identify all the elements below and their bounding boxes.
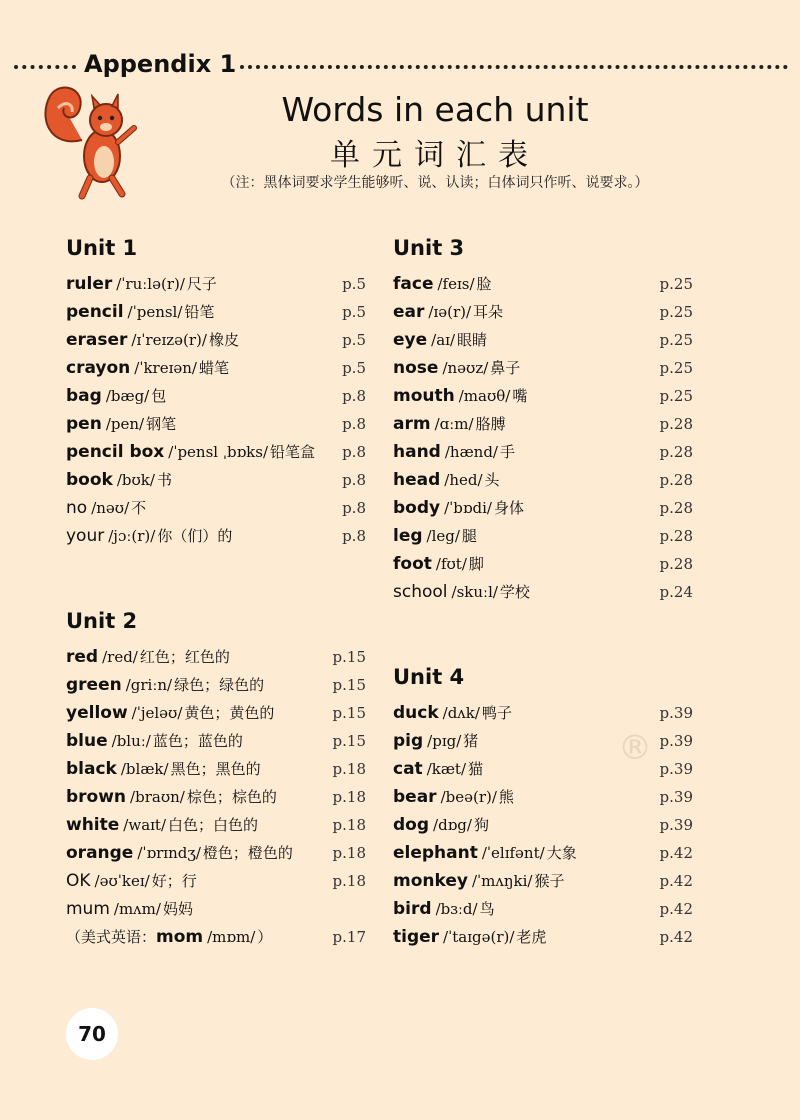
phonetic-transcription: /braʊn/ [130,788,185,806]
chinese-meaning: 包 [151,387,167,405]
page-number: 70 [66,1008,118,1060]
vocab-word: bear [393,787,437,807]
phonetic-transcription: /ˈruːlə(r)/ [116,275,185,293]
phonetic-transcription: /bʊk/ [116,471,155,489]
chinese-meaning: 老虎 [516,928,547,946]
page-reference: p.18 [332,844,366,862]
vocab-word: green [66,675,122,695]
american-word-page: p.17 [332,928,366,946]
chinese-meaning: 你（们）的 [157,527,233,545]
vocab-word: red [66,647,99,667]
page-reference: p.28 [659,471,693,489]
chinese-meaning: 猪 [463,732,479,750]
word-row [393,578,693,606]
unit-1-title: Unit 1 [66,236,138,260]
page-reference: p.25 [659,275,693,293]
word-row [66,895,366,923]
vocab-word: foot [393,554,432,574]
chinese-meaning: 铅笔 [184,303,215,321]
word-row [393,783,693,811]
page-reference: p.39 [659,788,693,806]
vocab-word: bag [66,386,102,406]
chinese-meaning: 蓝色；蓝色的 [152,732,243,750]
page-reference: p.24 [659,583,693,601]
american-note-close: ） [257,928,273,946]
phonetic-transcription: /pɪg/ [427,732,462,750]
word-row [66,522,366,550]
chinese-meaning: 红色；红色的 [139,648,230,666]
vocab-word: brown [66,787,127,807]
vocab-word: mum [66,899,110,919]
vocab-word: bird [393,899,432,919]
unit-4-word-list [393,699,693,951]
vocab-word: body [393,498,441,518]
page-reference: p.8 [342,415,366,433]
page-reference: p.15 [332,732,366,750]
word-row [66,755,366,783]
chinese-meaning: 胳膊 [475,415,506,433]
chinese-meaning: 腿 [461,527,477,545]
usage-note: （注：黑体词要求学生能够听、说、认读；白体词只作听、说要求。） [221,175,649,191]
word-row [66,643,366,671]
phonetic-transcription: /nəʊz/ [442,359,489,377]
chinese-meaning: 鸭子 [481,704,512,722]
vocab-word: yellow [66,703,128,723]
chinese-meaning: 不 [131,499,147,517]
phonetic-transcription: /bluː/ [111,732,151,750]
chinese-meaning: 眼睛 [457,331,488,349]
word-row [393,466,693,494]
unit-4-title: Unit 4 [393,665,465,689]
word-row [393,699,693,727]
word-row [66,354,366,382]
vocab-word: blue [66,731,108,751]
chinese-meaning: 鸟 [479,900,495,918]
phonetic-transcription: /red/ [102,648,138,666]
page-reference: p.8 [342,527,366,545]
vocab-word: leg [393,526,423,546]
vocab-word: face [393,274,434,294]
word-row [66,410,366,438]
word-row [66,839,366,867]
word-row [393,727,693,755]
chinese-meaning: 书 [156,471,172,489]
word-row [66,466,366,494]
vocab-word: white [66,815,120,835]
page-reference: p.28 [659,499,693,517]
word-row [393,494,693,522]
word-row [393,755,693,783]
vocab-word: duck [393,703,439,723]
vocab-word: crayon [66,358,131,378]
phonetic-transcription: /dʌk/ [442,704,480,722]
chinese-meaning: 猴子 [534,872,565,890]
page-title-chinese: 单元词汇表 [330,138,540,173]
page-title-english: Words in each unit [281,90,589,129]
american-word-ipa: /mɒm/ [207,928,256,946]
vocab-word: monkey [393,871,468,891]
page-reference: p.8 [342,499,366,517]
page-reference: p.5 [342,331,366,349]
phonetic-transcription: /pen/ [105,415,145,433]
chinese-meaning: 橙色；橙色的 [202,844,293,862]
page-reference: p.18 [332,788,366,806]
unit-3-title: Unit 3 [393,236,465,260]
page-reference: p.25 [659,303,693,321]
word-row [66,867,366,895]
word-row [66,382,366,410]
page-reference: p.8 [342,387,366,405]
vocab-word: head [393,470,441,490]
word-row [393,867,693,895]
word-row [393,839,693,867]
chinese-meaning: 大象 [546,844,577,862]
chinese-meaning: 脸 [476,275,492,293]
chinese-meaning: 猫 [468,760,484,778]
chinese-meaning: 黄色；黄色的 [184,704,275,722]
word-row [66,270,366,298]
chinese-meaning: 钢笔 [146,415,177,433]
phonetic-transcription: /nəʊ/ [91,499,130,517]
word-row [66,326,366,354]
page-reference: p.15 [332,704,366,722]
american-english-label: （美式英语： [66,928,157,946]
phonetic-transcription: /leg/ [426,527,460,545]
phonetic-transcription: /dɒg/ [433,816,472,834]
page-reference: p.42 [659,844,693,862]
word-row [393,354,693,382]
appendix-label: Appendix 1 [84,50,237,78]
vocab-word: elephant [393,843,478,863]
chinese-meaning: 耳朵 [473,303,504,321]
vocab-word: pencil [66,302,124,322]
page-reference: p.39 [659,816,693,834]
word-row [393,270,693,298]
phonetic-transcription: /beə(r)/ [440,788,497,806]
chinese-meaning: 狗 [473,816,489,834]
word-row [393,298,693,326]
phonetic-transcription: /waɪt/ [123,816,167,834]
vocab-word: school [393,582,448,602]
vocab-word: no [66,498,88,518]
page-reference: p.15 [332,676,366,694]
word-row [393,923,693,951]
chinese-meaning: 黑色；黑色的 [170,760,261,778]
dotted-rule-right [240,65,788,69]
vocab-word: OK [66,871,91,891]
phonetic-transcription: /ɪə(r)/ [428,303,472,321]
chinese-meaning: 棕色；棕色的 [186,788,277,806]
vocab-word: tiger [393,927,440,947]
phonetic-transcription: /jɔː(r)/ [108,527,156,545]
phonetic-transcription: /ˈkreɪən/ [134,359,197,377]
chinese-meaning: 妈妈 [162,900,193,918]
word-row [393,382,693,410]
phonetic-transcription: /fʊt/ [435,555,467,573]
word-row [66,438,366,466]
phonetic-transcription: /feɪs/ [437,275,475,293]
phonetic-transcription: /maʊθ/ [458,387,511,405]
vocab-word: eraser [66,330,128,350]
phonetic-transcription: /ˈpensl ˌbɒks/ [168,443,269,461]
unit-2-american-note [66,923,366,951]
chinese-meaning: 嘴 [512,387,528,405]
chinese-meaning: 蜡笔 [198,359,229,377]
registered-watermark: ® [618,728,652,768]
word-row [393,438,693,466]
vocab-word: orange [66,843,134,863]
word-row [66,671,366,699]
page-reference: p.28 [659,555,693,573]
word-row [66,783,366,811]
phonetic-transcription: /ˈmʌŋki/ [471,872,533,890]
chinese-meaning: 绿色；绿色的 [174,676,265,694]
word-row [393,522,693,550]
phonetic-transcription: /ˈelɪfənt/ [481,844,545,862]
american-word: mom [156,927,204,947]
phonetic-transcription: /ˈpensl/ [127,303,183,321]
vocab-word: eye [393,330,428,350]
vocab-word: mouth [393,386,455,406]
word-row [393,410,693,438]
phonetic-transcription: /ˈtaɪgə(r)/ [443,928,515,946]
vocab-word: pig [393,731,424,751]
vocab-word: book [66,470,113,490]
page-reference: p.39 [659,732,693,750]
page-reference: p.25 [659,387,693,405]
phonetic-transcription: /blæk/ [120,760,169,778]
phonetic-transcription: /mʌm/ [113,900,161,918]
page-reference: p.25 [659,331,693,349]
page-reference: p.8 [342,471,366,489]
chinese-meaning: 脚 [468,555,484,573]
phonetic-transcription: /aɪ/ [431,331,456,349]
page-reference: p.5 [342,359,366,377]
chinese-meaning: 身体 [493,499,524,517]
word-row [66,727,366,755]
phonetic-transcription: /ɑːm/ [434,415,474,433]
chinese-meaning: 鼻子 [490,359,521,377]
word-row [66,298,366,326]
word-row [393,326,693,354]
page-reference: p.5 [342,275,366,293]
vocab-word: ruler [66,274,113,294]
page-reference: p.39 [659,704,693,722]
vocab-word: nose [393,358,439,378]
dotted-rule-left [14,65,76,69]
phonetic-transcription: /skuːl/ [451,583,498,601]
vocab-word: dog [393,815,430,835]
chinese-meaning: 熊 [498,788,514,806]
phonetic-transcription: /bɜːd/ [435,900,478,918]
word-row [66,811,366,839]
chinese-meaning: 学校 [499,583,530,601]
phonetic-transcription: /ˈɒrɪndʒ/ [137,844,201,862]
page-reference: p.28 [659,443,693,461]
word-row [393,895,693,923]
vocab-word: arm [393,414,431,434]
page-reference: p.8 [342,443,366,461]
vocab-word: pencil box [66,442,165,462]
word-row [66,494,366,522]
page-reference: p.42 [659,900,693,918]
unit-2-word-list [66,643,366,923]
chinese-meaning: 白色；白色的 [168,816,259,834]
word-row [66,699,366,727]
vocab-word: ear [393,302,425,322]
phonetic-transcription: /ɪˈreɪzə(r)/ [131,331,207,349]
chinese-meaning: 尺子 [186,275,217,293]
page-reference: p.39 [659,760,693,778]
vocab-word: hand [393,442,441,462]
appendix-header [0,50,800,80]
page-reference: p.18 [332,816,366,834]
chinese-meaning: 橡皮 [208,331,239,349]
chinese-meaning: 好；行 [151,872,197,890]
chinese-meaning: 铅笔盒 [270,443,316,461]
phonetic-transcription: /bæg/ [105,387,150,405]
page-reference: p.42 [659,928,693,946]
page-reference: p.18 [332,760,366,778]
phonetic-transcription: /hænd/ [444,443,498,461]
phonetic-transcription: /griːn/ [125,676,173,694]
vocab-word: your [66,526,105,546]
page-reference: p.18 [332,872,366,890]
phonetic-transcription: /əʊˈkeɪ/ [94,872,150,890]
page-reference: p.42 [659,872,693,890]
unit-1-word-list [66,270,366,550]
unit-3-word-list [393,270,693,606]
phonetic-transcription: /kæt/ [426,760,467,778]
page-reference: p.15 [332,648,366,666]
phonetic-transcription: /hed/ [444,471,483,489]
unit-2-title: Unit 2 [66,609,138,633]
word-row [393,550,693,578]
page-reference: p.25 [659,359,693,377]
page-reference: p.28 [659,527,693,545]
page-reference: p.5 [342,303,366,321]
word-row [393,811,693,839]
phonetic-transcription: /ˈbɒdi/ [444,499,492,517]
chinese-meaning: 手 [500,443,516,461]
vocab-word: pen [66,414,102,434]
page-reference: p.28 [659,415,693,433]
vocab-word: cat [393,759,423,779]
chinese-meaning: 头 [484,471,500,489]
phonetic-transcription: /ˈjeləʊ/ [131,704,183,722]
vocab-word: black [66,759,117,779]
